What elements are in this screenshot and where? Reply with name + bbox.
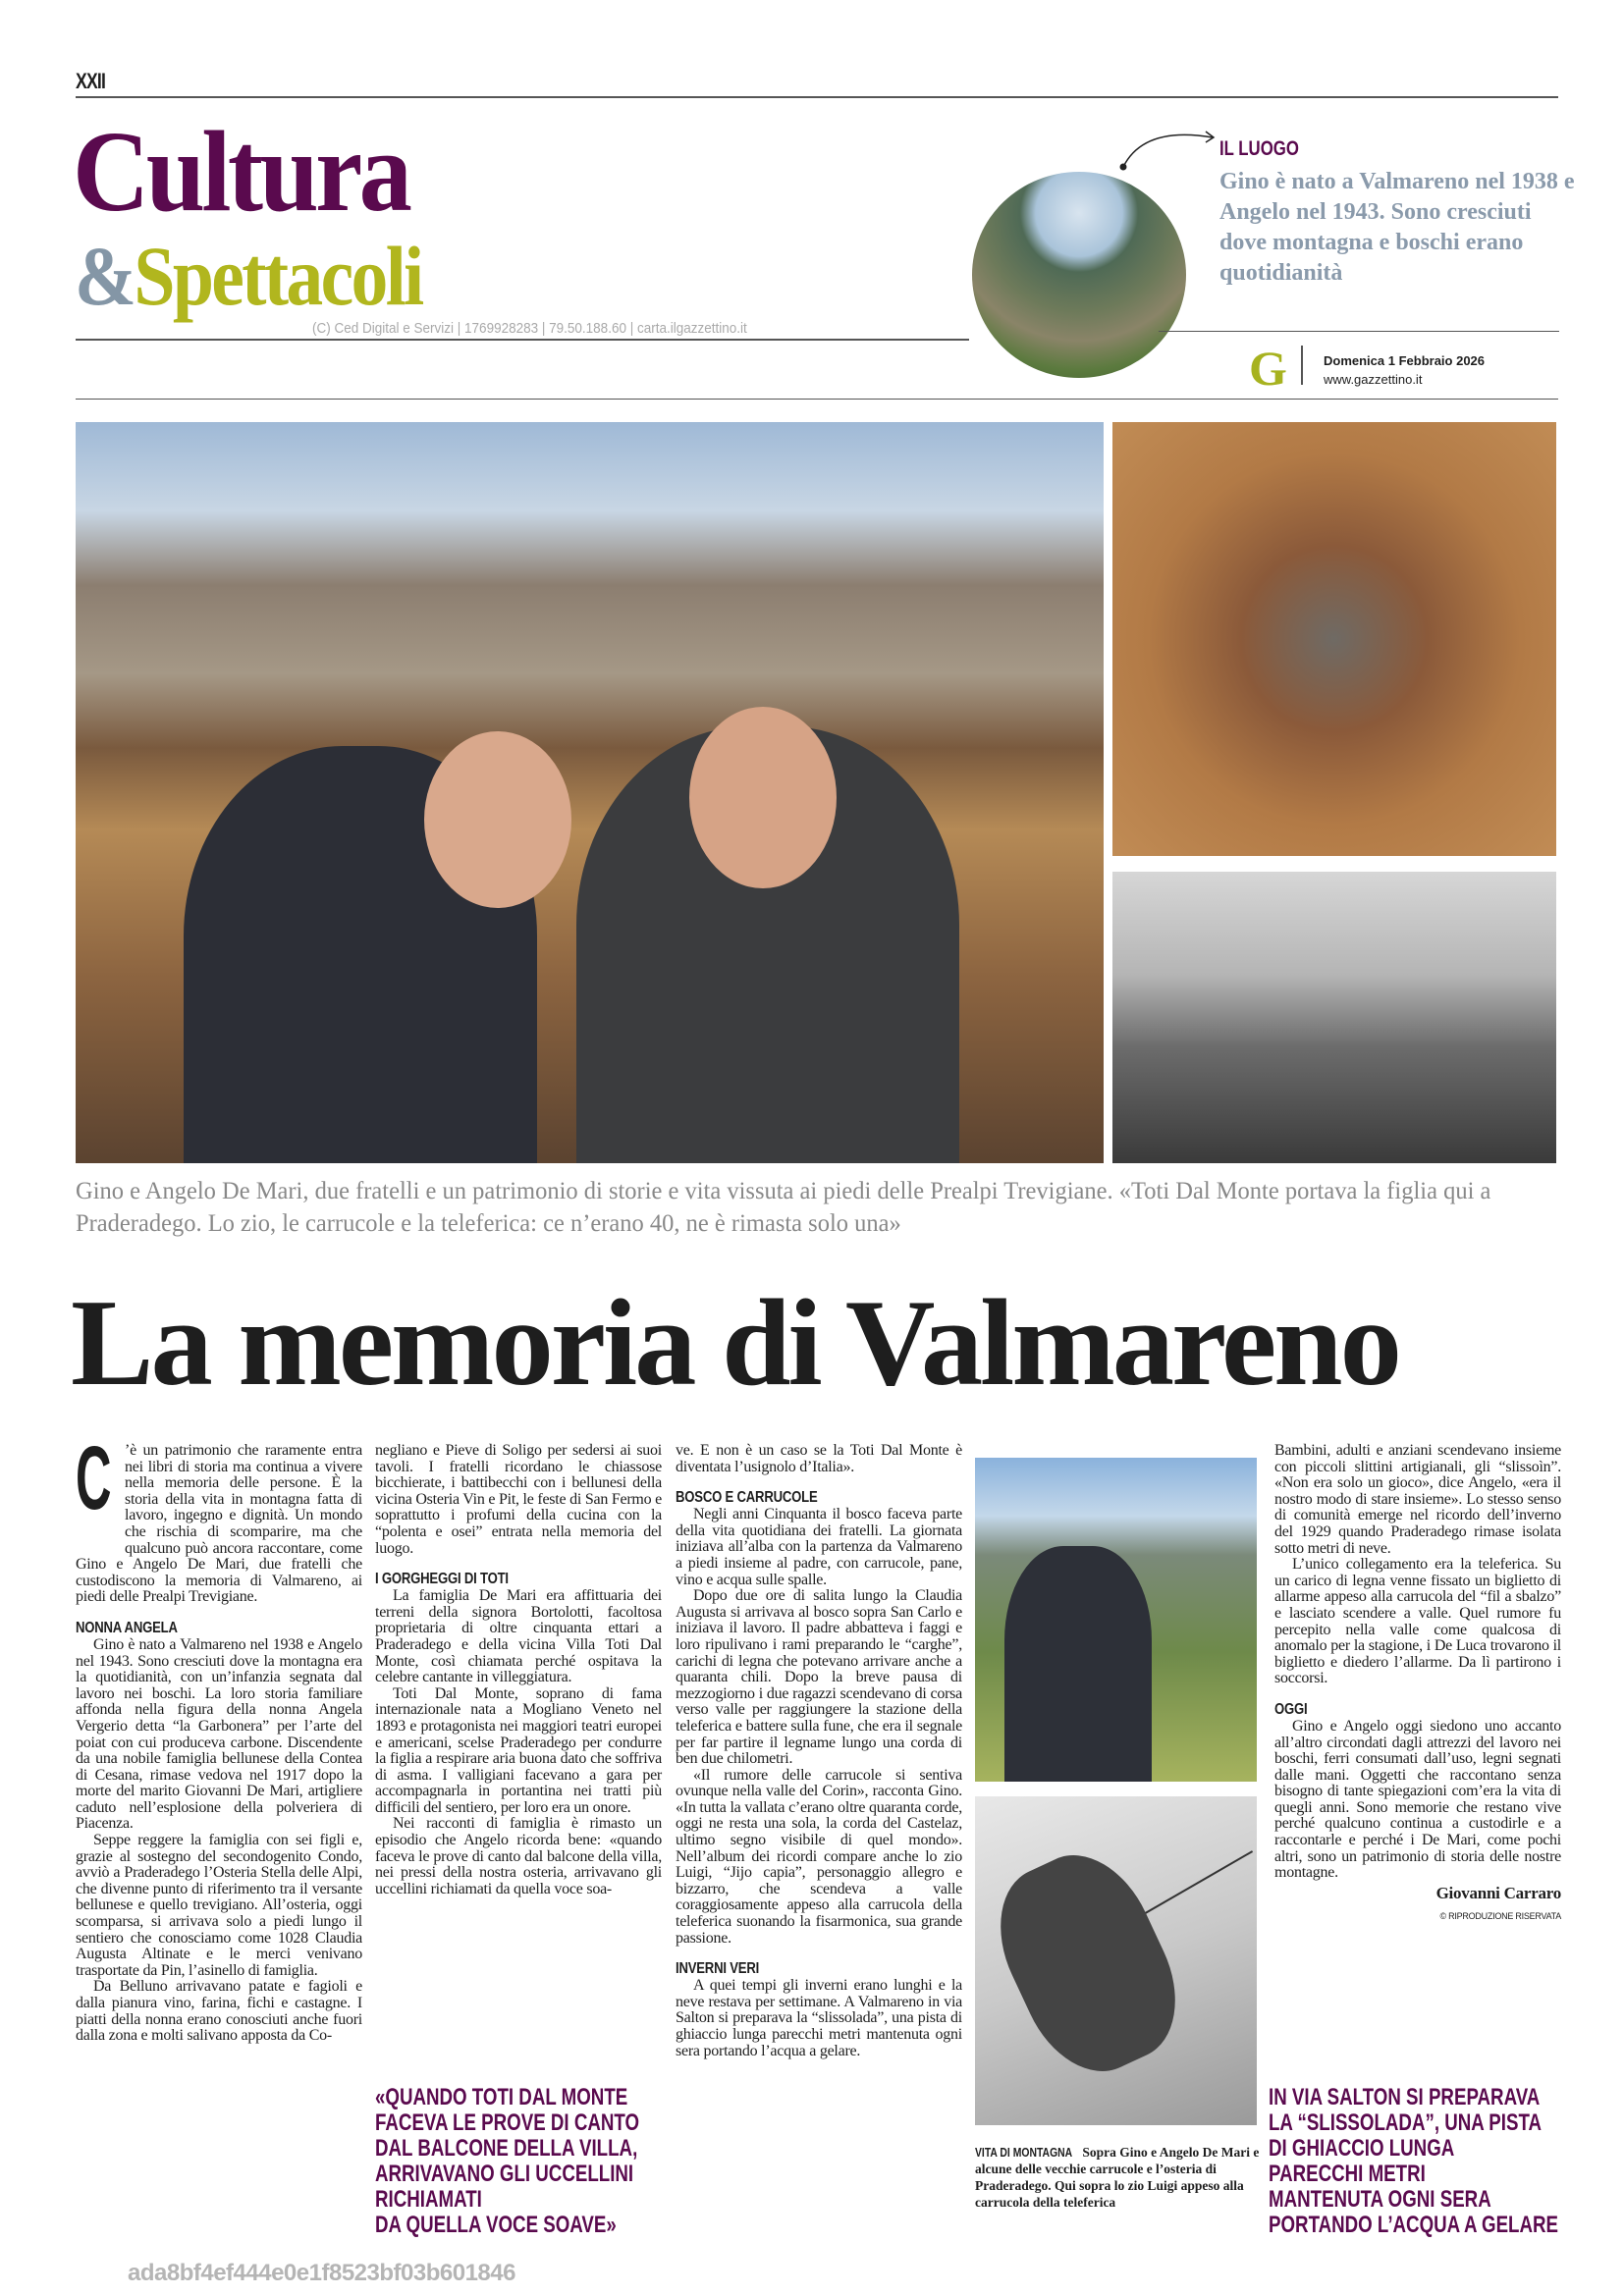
website-link[interactable]: www.gazzettino.it bbox=[1324, 372, 1423, 387]
paragraph: ’è un patrimonio che raramente entra nei libri di storia ma continua a vivere nella memoria delle persone. È la storia della vita in montagna fatta di lavoro, ingegno e dignità. Un mondo che rischia di scomparire, ma che qualcuno può ancora raccontare, come Gino e Angelo De Mari, due fratelli che custodiscono la memoria di Valmareno, ai piedi delle Prealpi Trevigiane. bbox=[76, 1442, 362, 1606]
paragraph: Dopo due ore di salita lungo la Claudia Augusta si arrivava al bosco sopra San Carlo e iniziava il lavoro. Il padre abbatteva i faggi e loro ripulivano i rami preparando le “carghe”, carichi di legna che potevano arrivare anche a quaranta chili. Dopo la breve pausa di mezzogiorno i due ragazzi scendevano di corsa verso valle per raggiungere la stazione della teleferica e battere sulla fune, che era il segnale per far partire il legname lungo una corda di ben due chilometri. bbox=[676, 1587, 962, 1768]
subheading: NONNA ANGELA bbox=[76, 1619, 178, 1636]
main-photo-brothers bbox=[76, 422, 1104, 1163]
logo-rule bbox=[1159, 331, 1559, 332]
pull-quote-line: DI GHIACCIO LUNGA bbox=[1269, 2135, 1455, 2162]
paragraph: Negli anni Cinquanta il bosco faceva parte della vita quotidiana dei fratelli. La giornata iniziava all’alba con la partenza da Valmareno a piedi insieme al padre, con carrucole, pane, vino e acqua sulle spalle. bbox=[676, 1506, 962, 1588]
subheading: INVERNI VERI bbox=[676, 1960, 760, 1978]
drop-cap: C bbox=[76, 1428, 112, 1528]
pull-quote-line: MANTENUTA OGNI SERA bbox=[1269, 2186, 1491, 2213]
curved-arrow-icon bbox=[1119, 126, 1218, 175]
section-subtitle bbox=[75, 229, 422, 323]
osteria-historic-photo bbox=[1112, 872, 1556, 1163]
paragraph: negliano e Pieve di Soligo per sedersi ai suoi tavoli. I fratelli ricordano le chiassose bicchierate, i battibecchi con i bellunesi della vicina Osteria Vin e Pit, le feste di San Fermo e soprattutto i profumi della cucina con la “polenta e osei” entrata nella memoria del luogo. bbox=[375, 1442, 662, 1557]
pull-quote-toti bbox=[375, 2065, 640, 2238]
paragraph: Gino e Angelo oggi siedono uno accanto all’altro circondati dagli attrezzi del lavoro nei boschi, ferri consumati dall’uso, legni segnati dalle mani. Oggetti che raccontano senza bisogno di tante spiegazioni com’era la vita di quegli anni. Sono memorie che restano vive perché qualcuno continua a custodirle e a raccontarle e perché i De Mari, come pochi altri, sono un patrimonio di storia delle nostre montagne. bbox=[1274, 1717, 1561, 1882]
pull-quote-line: PARECCHI METRI bbox=[1269, 2161, 1426, 2187]
article-column-5 bbox=[1269, 1442, 1561, 2238]
paragraph: A quei tempi gli inverni erano lunghi e la neve restava per settimane. A Valmareno in via Salton si preparava la “slissolada”, una pista di ghiaccio lunga parecchi metri mantenuta ogni sera portando l’acqua a gelare. bbox=[676, 1977, 962, 2059]
paragraph: «Il rumore delle carrucole si sentiva ovunque nella valle del Corin», racconta Gino. «In tutta la vallata c’erano oltre quaranta corde, oggi ne resta una sola, la corda del Castelaz, ultimo segno visibile di quel mondo». Nell’album dei ricordi compare anche lo zio Luigi, “Jijo capia”, personaggio allegro e bizzarro, che scendeva a valle coraggiosamente appeso alla carrucola della teleferica suonando la fisarmonica, sua grande passione. bbox=[676, 1766, 962, 1947]
pull-quote-line: RICHIAMATI bbox=[375, 2186, 482, 2213]
pull-quote-line: LA “SLISSOLADA”, UNA PISTA bbox=[1269, 2109, 1543, 2136]
paragraph: ve. E non è un caso se la Toti Dal Monte è diventata l’usignolo d’Italia». bbox=[676, 1442, 962, 1475]
ampersand: & bbox=[75, 229, 135, 323]
pull-quote-line: DA QUELLA VOCE SOAVE» bbox=[375, 2212, 617, 2238]
copyright-notice: © RIPRODUZIONE RISERVATA bbox=[1439, 1910, 1561, 1921]
caption-label: VITA DI MONTAGNA bbox=[975, 2145, 1073, 2160]
photo-caption-vita-di-montagna bbox=[975, 2144, 1260, 2211]
page-number: XXII bbox=[76, 69, 106, 93]
subheading: I GORGHEGGI DI TOTI bbox=[375, 1571, 509, 1588]
paragraph: Nei racconti di famiglia è rimasto un episodio che Angelo ricorda bene: «quando faceva le prove di canto dal balcone della villa, nei pressi della nostra osteria, arrivavano gli uccellini richiamati da quella voce soa- bbox=[375, 1815, 662, 1897]
article-column-2 bbox=[375, 1443, 662, 2238]
paragraph: Toti Dal Monte, soprano di fama internazionale nata a Mogliano Veneto nel 1893 e protagonista nei maggiori teatri europei e americani, scelse Praderadego per condurre la figlia a respirare aria buona dato che soffriva di asma. I valligiani facevano a gara per accompagnarla in portantina nei tratti più difficili del sentiero, per loro era un onore. bbox=[375, 1684, 662, 1816]
luogo-text: Gino è nato a Valmareno nel 1938 e Angelo nel 1943. Sono cresciuti dove montagna e boschi erano quotidianità bbox=[1219, 169, 1575, 286]
article-column-3 bbox=[676, 1443, 962, 2059]
paragraph: Gino è nato a Valmareno nel 1938 e Angelo nel 1943. Sono cresciuti dove la montagna era la quotidianità, con un’infanzia segnata dal lavoro nei boschi. La loro storia familiare affonda nella figura della nonna Angela Vergerio detta “la Garbonera” per l’arte del poiat con cui produceva carbone. Discendente da una nobile famiglia bellunese della Contea di Cesana, rimase vedova nel 1917 dopo la morte del marito Giovanni De Mari, artigliere caduto nell’esplosione della polveriera di Piacenza. bbox=[76, 1635, 362, 1833]
paragraph: Seppe reggere la famiglia con sei figli e, grazie al sostegno del secondogenito Condo, avviò a Praderadego l’Osteria Stella delle Alpi, che divenne punto di riferimento tra il versante bellunese e quello trevigiano. All’osteria, oggi scomparsa, si arrivava solo a piedi lungo il sentiero che conosciamo come 1028 Claudia Augusta Altinate e le merci venivano trasportate da Pin, l’asinello di famiglia. bbox=[76, 1832, 362, 1979]
header-rule bbox=[76, 339, 969, 341]
paragraph: L’unico collegamento era la teleferica. Su un carico di legna venne fissato un biglietto di allarme appeso alla carrucola del “fil a sbalzo” e lasciato scendere a valle. Quel rumore fu percepito nella valle come qualcosa di anomalo per la stagione, i De Luca trovarono il biglietto e diedero l’allarme. Da lì partirono i soccorsi. bbox=[1274, 1556, 1561, 1687]
pulleys-photo bbox=[1112, 422, 1556, 856]
village-aerial-photo bbox=[972, 172, 1186, 378]
gazzettino-logo: G bbox=[1249, 341, 1287, 396]
logo-divider bbox=[1301, 346, 1303, 385]
article-column-1 bbox=[76, 1428, 362, 2045]
pull-quote-line: ARRIVAVANO GLI UCCELLINI bbox=[375, 2161, 634, 2187]
pull-quote-line: «QUANDO TOTI DAL MONTE bbox=[375, 2084, 628, 2110]
paragraph: La famiglia De Mari era affittuaria dei terreni della signora Bortolotti, facoltosa proprietaria di oltre cinquanta ettari a Praderadego e della vicina Villa Toti Dal Monte, così chiamata perché ospitava la celebre cantante in villeggiatura. bbox=[375, 1587, 662, 1686]
paragraph: Da Belluno arrivavano patate e fagioli e dalla pianura vino, farina, fichi e castagne. I piatti della nonna erano conosciuti anche fuori dalla zona e molti salivano apposta da Co- bbox=[76, 1978, 362, 2045]
luogo-label: IL LUOGO bbox=[1219, 137, 1299, 160]
zio-luigi-photo bbox=[975, 1796, 1257, 2125]
caption-text: Sopra Gino e Angelo De Mari e alcune delle vecchie carrucole e l’osteria di Praderadego. Qui sopra lo zio Luigi appeso alla carrucola della teleferica bbox=[975, 2145, 1260, 2210]
copyright-watermark: (C) Ced Digital e Servizi | 1769928283 | 79.50.188.60 | carta.ilgazzettino.it bbox=[312, 320, 747, 337]
headline: La memoria di Valmareno bbox=[71, 1275, 1399, 1412]
issue-date: Domenica 1 Febbraio 2026 bbox=[1324, 353, 1486, 368]
document-hash-watermark: ada8bf4ef444e0e1f8523bf03b601846 bbox=[128, 2260, 515, 2286]
author-byline: Giovanni Carraro bbox=[1435, 1883, 1561, 1902]
top-rule bbox=[76, 96, 1558, 98]
pull-quote-line: PORTANDO L’ACQUA A GELARE bbox=[1269, 2212, 1559, 2238]
subheading: BOSCO E CARRUCOLE bbox=[676, 1489, 818, 1507]
main-photo-caption: Gino e Angelo De Mari, due fratelli e un patrimonio di storie e vita vissuta ai piedi delle Prealpi Trevigiane. «Toti Dal Monte portava la figlia qui a Praderadego. Lo zio, le carrucole e la teleferica: ce n’erano 40, ne è rimasta solo una» bbox=[76, 1178, 1491, 1237]
header-bottom-rule bbox=[76, 399, 1558, 400]
pull-quote-line: DAL BALCONE DELLA VILLA, bbox=[375, 2135, 638, 2162]
section-title: Cultura bbox=[73, 107, 409, 236]
pull-quote-line: FACEVA LE PROVE DI CANTO bbox=[375, 2109, 640, 2136]
subheading: OGGI bbox=[1274, 1700, 1308, 1718]
paragraph: Bambini, adulti e anziani scendevano insieme con piccoli slittini artigianali, gli “slissoìn”. «Non era solo un gioco», dice Angelo, «era il nostro modo di stare insieme». Lo stesso senso di comunità emerge nel ricordo dell’inverno del 1929 quando Praderadego rimase isolata sotto metri di neve. bbox=[1274, 1442, 1561, 1557]
gino-pulley-photo bbox=[975, 1458, 1257, 1782]
pull-quote-line: IN VIA SALTON SI PREPARAVA bbox=[1269, 2084, 1541, 2110]
pull-quote-slissolada bbox=[1269, 2065, 1559, 2238]
section-subtitle-text: Spettacoli bbox=[134, 229, 422, 323]
